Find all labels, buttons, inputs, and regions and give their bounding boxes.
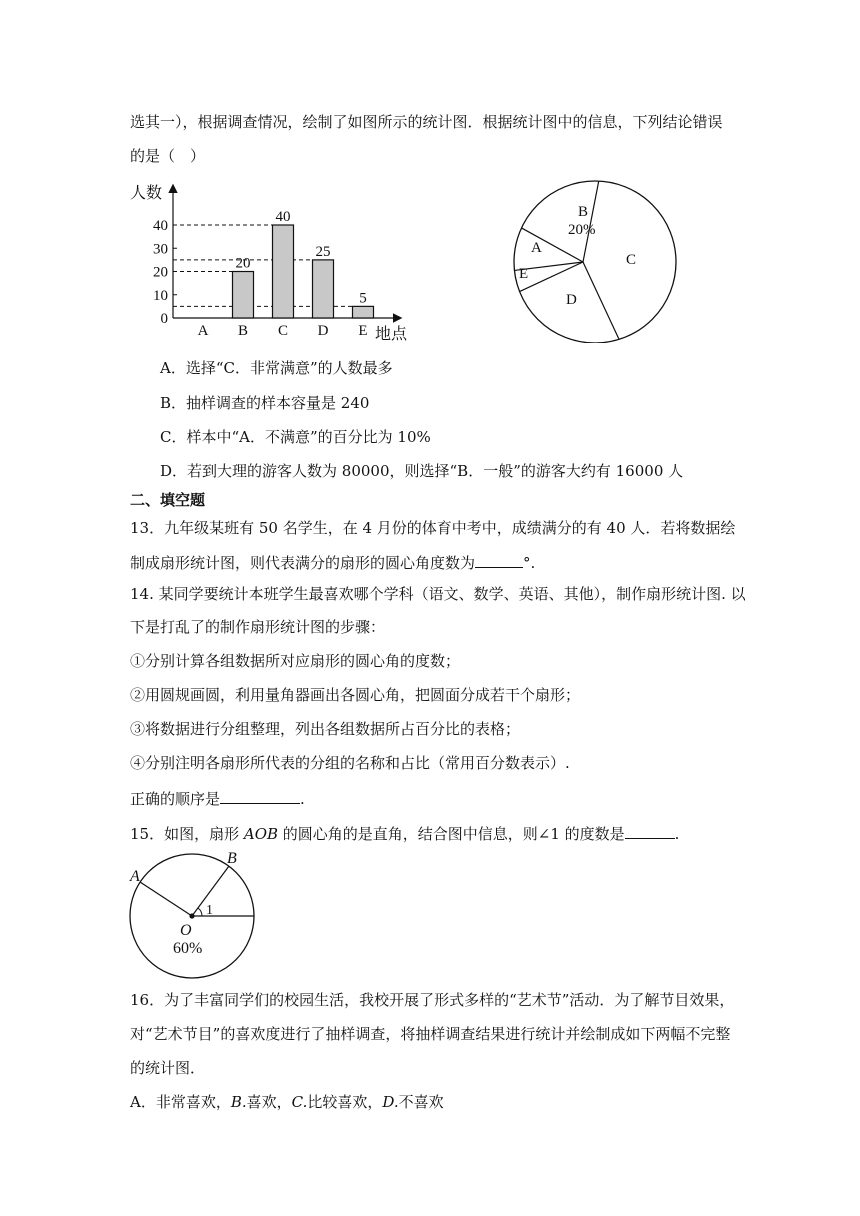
q16-line-2: 对“艺术节目”的喜欢度进行了抽样调查，将抽样调查结果进行统计并绘制成如下两幅不完整 [130,1025,731,1043]
q14-line-2: 下是打乱了的制作扇形统计图的步骤： [130,618,386,636]
pie-chart [508,178,693,343]
pie-outline [514,181,676,343]
pie-label-b-pct: 20% [568,222,596,238]
pie-label-a: A [531,240,542,256]
q15-label-o: O [180,922,192,939]
bar-category-label: C [277,323,289,339]
q15-label-b: B [227,850,237,867]
q15-pct: 60% [173,940,203,957]
q14-step-2: ②用圆规画圆，利用量角器画出各圆心角，把圆面分成若干个扇形； [130,686,581,704]
q16-opt-d-letter: D. [382,1093,399,1111]
q13-text: 制成扇形统计图，则代表满分的扇形的圆心角度数为 [130,554,476,572]
q16-line-1: 16．为了丰富同学们的校园生活，我校开展了形式多样的“艺术节”活动．为了解节目效果， [130,991,735,1009]
bar-xlabel: 地点 [375,326,408,343]
q16-opt-a: A．非常喜欢， [130,1093,231,1111]
option-c: C．样本中“A．不满意”的百分比为 10% [160,428,431,446]
q14-answer-end: . [300,790,305,808]
pie-label-c: C [626,252,637,268]
bar-data-label: 20 [235,255,251,272]
q16-opt-c-letter: C. [291,1093,308,1111]
intro-line-2: 的是（ ） [130,147,206,165]
bar-ylabel: 人数 [130,185,163,202]
bar-ytick-label: 40 [153,218,168,234]
q14-answer-text: 正确的顺序是 [130,790,221,808]
bar-b [233,272,254,319]
pie-slice-boundary-d [583,262,619,339]
section-title: 二、填空题 [130,491,206,509]
q15-text-post: . [674,825,680,843]
bar-ytick-label: 10 [153,287,168,304]
bar-c [273,225,294,318]
q15-center-dot [189,913,194,918]
q15-answer-blank[interactable] [625,822,675,839]
q15-text-pre: 15．如图，扇形 [130,825,244,843]
q15-angle-arc [198,908,202,916]
option-d: D．若到大理的游客人数为 80000，则选择“B．一般”的游客大约有 16000 人 [160,462,684,480]
q13-answer-blank[interactable] [475,551,523,568]
bar-d [313,260,334,318]
option-b: B．抽样调查的样本容量是 240 [160,394,370,412]
q15-var: AOB [243,825,279,843]
q14-line-1: 14. 某同学要统计本班学生最喜欢哪个学科（语文、数学、英语、其他），制作扇形统计图. 以 [130,585,746,603]
q16-opt-d: 不喜欢 [398,1093,444,1111]
bar-category-label: B [237,323,249,339]
pie-label-e: E [519,266,529,282]
q16-opt-b-letter: B. [230,1093,247,1111]
bar-chart [128,178,428,343]
q15-radius-oa [140,882,192,916]
q15-figure [125,848,265,983]
q15-line [130,822,679,844]
q13-line-1: 13．九年级某班有 50 名学生，在 4 月份的体育中考中，成绩满分的有 40 人．若将数据绘 [130,519,736,537]
q13-line-2 [130,551,535,573]
bar-category-label: E [358,323,368,339]
q15-text-mid: 的圆心角的是直角，结合图中信息，则∠1 的度数是 [278,825,625,843]
pie-label-d: D [566,292,577,308]
bar-category-label: A [197,323,209,339]
q15-angle-label: 1 [206,903,213,918]
bar-ytick-label: 20 [153,264,168,281]
intro-line-1: 选其一），根据调查情况，绘制了如图所示的统计图．根据统计图中的信息，下列结论错误 [130,113,723,131]
bar-data-label: 5 [359,290,367,307]
bar-category-label: D [317,323,329,339]
q14-answer-blank[interactable] [220,787,300,804]
q13-unit: °. [523,554,536,572]
bar-data-label: 25 [315,243,331,260]
bar-data-label: 40 [275,209,291,225]
q14-step-3: ③将数据进行分组整理，列出各组数据所占百分比的表格； [130,720,521,738]
q16-opt-c: 比较喜欢， [307,1093,383,1111]
bar-e [353,306,374,318]
bar-ytick-label: 30 [153,241,168,258]
q14-step-1: ①分别计算各组数据所对应扇形的圆心角的度数； [130,652,461,670]
q15-label-a: A [130,868,140,885]
pie-label-b: B [578,204,589,220]
q14-answer-line [130,787,305,809]
q14-step-4: ④分别注明各扇形所代表的分组的名称和占比（常用百分数表示）. [130,754,570,772]
option-a: A．选择“C．非常满意”的人数最多 [160,359,393,377]
q16-line-3: 的统计图． [130,1059,206,1077]
bar-ytick-label: 0 [160,311,168,327]
q16-legend [130,1092,444,1112]
q16-opt-b: 喜欢， [246,1093,292,1111]
